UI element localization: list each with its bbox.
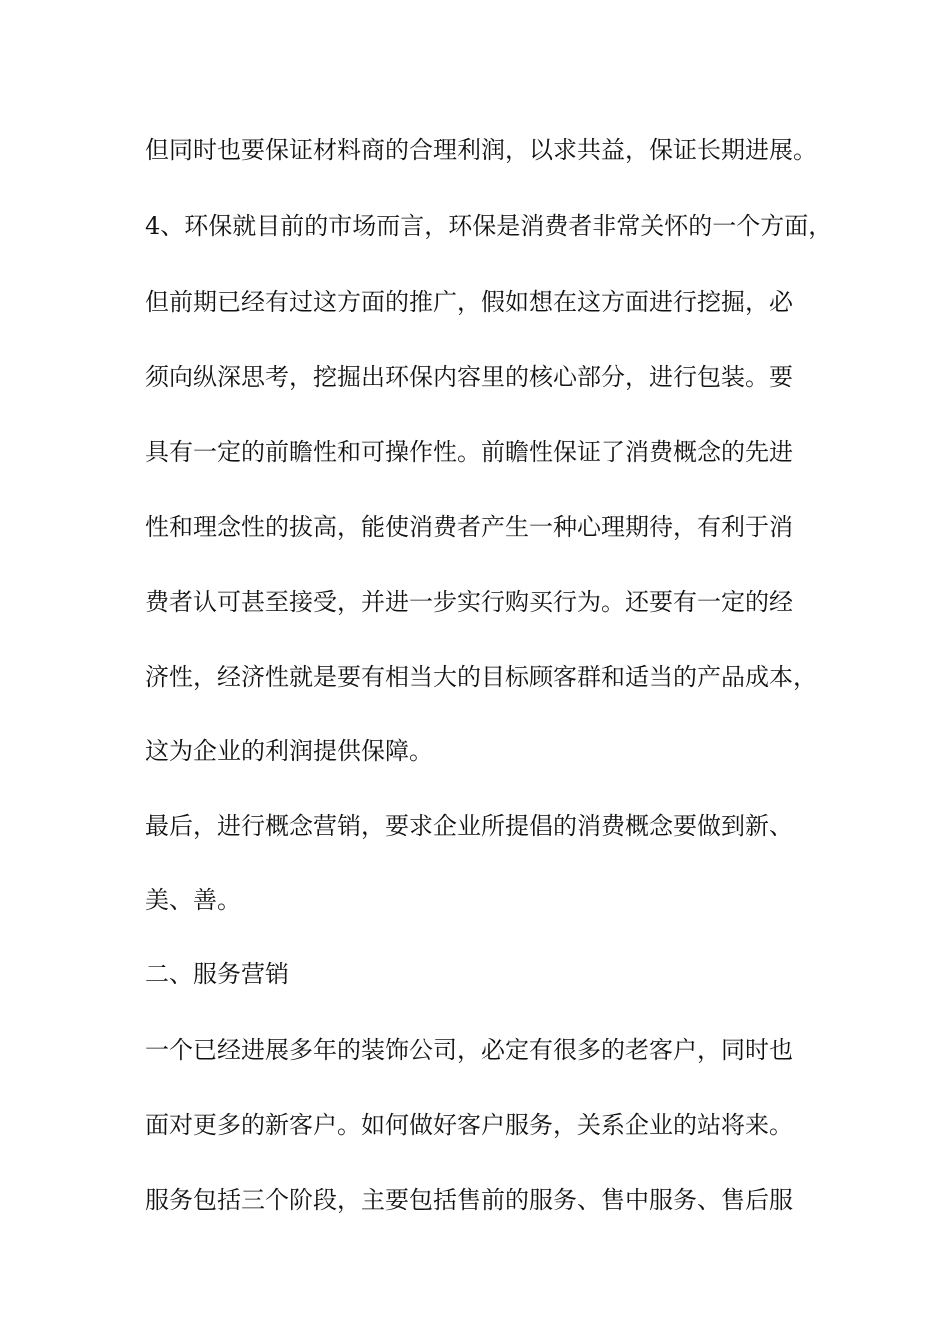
text-line: 费者认可甚至接受，并进一步实行购买行为。还要有一定的经 <box>145 588 793 616</box>
text-line: 一个已经进展多年的装饰公司，必定有很多的老客户，同时也 <box>145 1036 793 1064</box>
text-line: 美、善。 <box>145 886 241 914</box>
text-line: 性和理念性的拔高，能使消费者产生一种心理期待，有利于消 <box>145 513 793 541</box>
text-line: 最后，进行概念营销，要求企业所提倡的消费概念要做到新、 <box>145 812 793 840</box>
text-line: 但同时也要保证材料商的合理利润，以求共益，保证长期进展。 <box>145 136 817 164</box>
text-line: 服务包括三个阶段，主要包括售前的服务、售中服务、售后服 <box>145 1186 793 1214</box>
text-line: 面对更多的新客户。如何做好客户服务，关系企业的站将来。 <box>145 1111 793 1139</box>
text-line: 济性，经济性就是要有相当大的目标顾客群和适当的产品成本， <box>145 663 817 691</box>
text-line: 具有一定的前瞻性和可操作性。前瞻性保证了消费概念的先进 <box>145 438 793 466</box>
text-line: 须向纵深思考，挖掘出环保内容里的核心部分，进行包装。要 <box>145 363 793 391</box>
section-heading: 二、服务营销 <box>145 960 289 988</box>
text-line: 但前期已经有过这方面的推广，假如想在这方面进行挖掘，必 <box>145 288 793 316</box>
text-line: 4、环保就目前的市场而言，环保是消费者非常关怀的一个方面， <box>145 212 833 240</box>
text-line: 这为企业的利润提供保障。 <box>145 737 433 765</box>
